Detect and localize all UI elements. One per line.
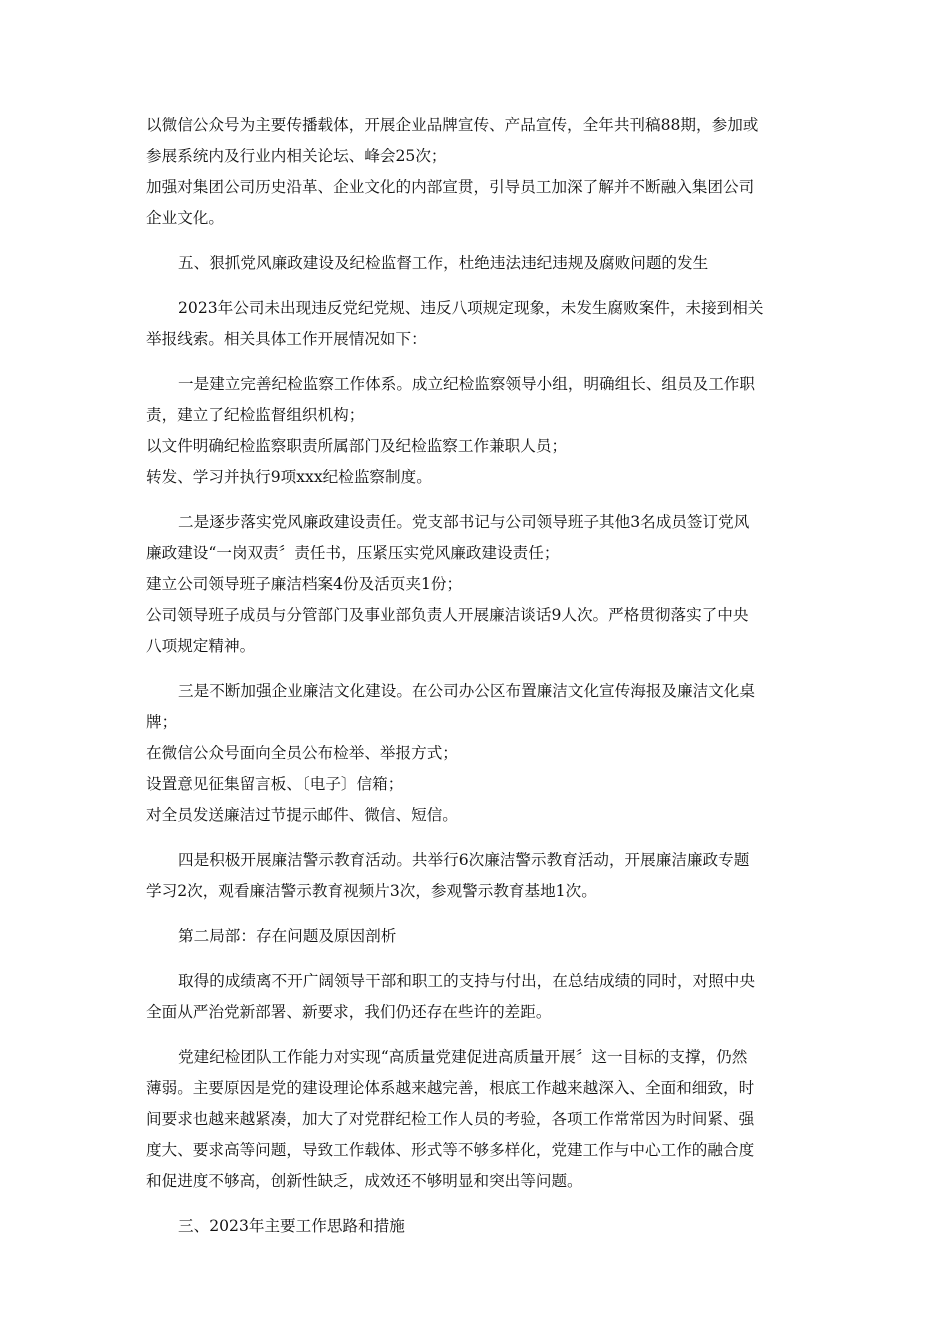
text-line: 薄弱。主要原因是党的建设理论体系越来越完善，根底工作越来越深入、全面和细致，时 [146, 1079, 755, 1097]
text-line: 和促进度不够高，创新性缺乏，成效还不够明显和突出等问题。 [146, 1172, 583, 1190]
paragraph [146, 921, 816, 952]
text-line: 二是逐步落实党风廉政建设责任。党支部书记与公司领导班子其他3名成员签订党风 [178, 513, 750, 531]
text-line: 牌； [146, 713, 178, 731]
text-line: 一是建立完善纪检监察工作体系。成立纪检监察领导小组，明确组长、组员及工作职 [178, 375, 755, 393]
text-line: 以微信公众号为主要传播载体，开展企业品牌宣传、产品宣传，全年共刊稿88期，参加或 [146, 116, 759, 134]
text-line: 建立公司领导班子廉洁档案4份及活页夹1份； [146, 575, 463, 593]
paragraph [146, 845, 816, 907]
text-line: 公司领导班子成员与分管部门及事业部负责人开展廉洁谈话9人次。严格贯彻落实了中央 [146, 606, 749, 624]
text-line: 设置意见征集留言板、〔电子〕信箱； [146, 775, 404, 793]
text-line: 廉政建设“一岗双责〞责任书，压紧压实党风廉政建设责任； [146, 544, 560, 562]
text-line: 党建纪检团队工作能力对实现“高质量党建促进高质量开展〞这一目标的支撑，仍然 [178, 1048, 748, 1066]
text-line: 学习2次，观看廉洁警示教育视频片3次，参观警示教育基地1次。 [146, 882, 597, 900]
text-line: 对全员发送廉洁过节提示邮件、微信、短信。 [146, 806, 458, 824]
paragraph [146, 676, 816, 831]
text-line: 企业文化。 [146, 209, 224, 227]
text-line: 五、狠抓党风廉政建设及纪检监督工作，杜绝违法违纪违规及腐败问题的发生 [178, 254, 709, 272]
text-line: 责，建立了纪检监督组织机构； [146, 406, 365, 424]
text-line: 三是不断加强企业廉洁文化建设。在公司办公区布置廉洁文化宣传海报及廉洁文化桌 [178, 682, 755, 700]
text-line: 加强对集团公司历史沿革、企业文化的内部宣贯，引导员工加深了解并不断融入集团公司 [146, 178, 755, 196]
text-line: 以文件明确纪检监察职责所属部门及纪检监察工作兼职人员； [146, 437, 568, 455]
text-line: 全面从严治党新部署、新要求，我们仍还存在些许的差距。 [146, 1003, 552, 1021]
text-line: 取得的成绩离不开广阔领导干部和职工的支持与付出，在总结成绩的同时，对照中央 [178, 972, 755, 990]
paragraph [146, 507, 816, 662]
paragraph [146, 966, 816, 1028]
text-line: 三、2023年主要工作思路和措施 [178, 1217, 405, 1235]
text-line: 2023年公司未出现违反党纪党规、违反八项规定现象，未发生腐败案件，未接到相关 [178, 299, 764, 317]
paragraph [146, 293, 816, 355]
paragraph [146, 1211, 816, 1242]
text-line: 四是积极开展廉洁警示教育活动。共举行6次廉洁警示教育活动，开展廉洁廉政专题 [178, 851, 750, 869]
text-line: 在微信公众号面向全员公布检举、举报方式； [146, 744, 458, 762]
text-line: 八项规定精神。 [146, 637, 256, 655]
text-line: 第二局部：存在问题及原因剖析 [178, 927, 397, 945]
text-line: 间要求也越来越紧凑，加大了对党群纪检工作人员的考验，各项工作常常因为时间紧、强 [146, 1110, 755, 1128]
paragraph [146, 369, 816, 493]
text-line: 举报线索。相关具体工作开展情况如下： [146, 330, 427, 348]
document-body [146, 110, 816, 1256]
paragraph [146, 248, 816, 279]
text-line: 转发、学习并执行9项xxx纪检监察制度。 [146, 468, 432, 486]
paragraph [146, 110, 816, 234]
paragraph [146, 1042, 816, 1197]
text-line: 度大、要求高等问题，导致工作载体、形式等不够多样化，党建工作与中心工作的融合度 [146, 1141, 755, 1159]
text-line: 参展系统内及行业内相关论坛、峰会25次； [146, 147, 447, 165]
